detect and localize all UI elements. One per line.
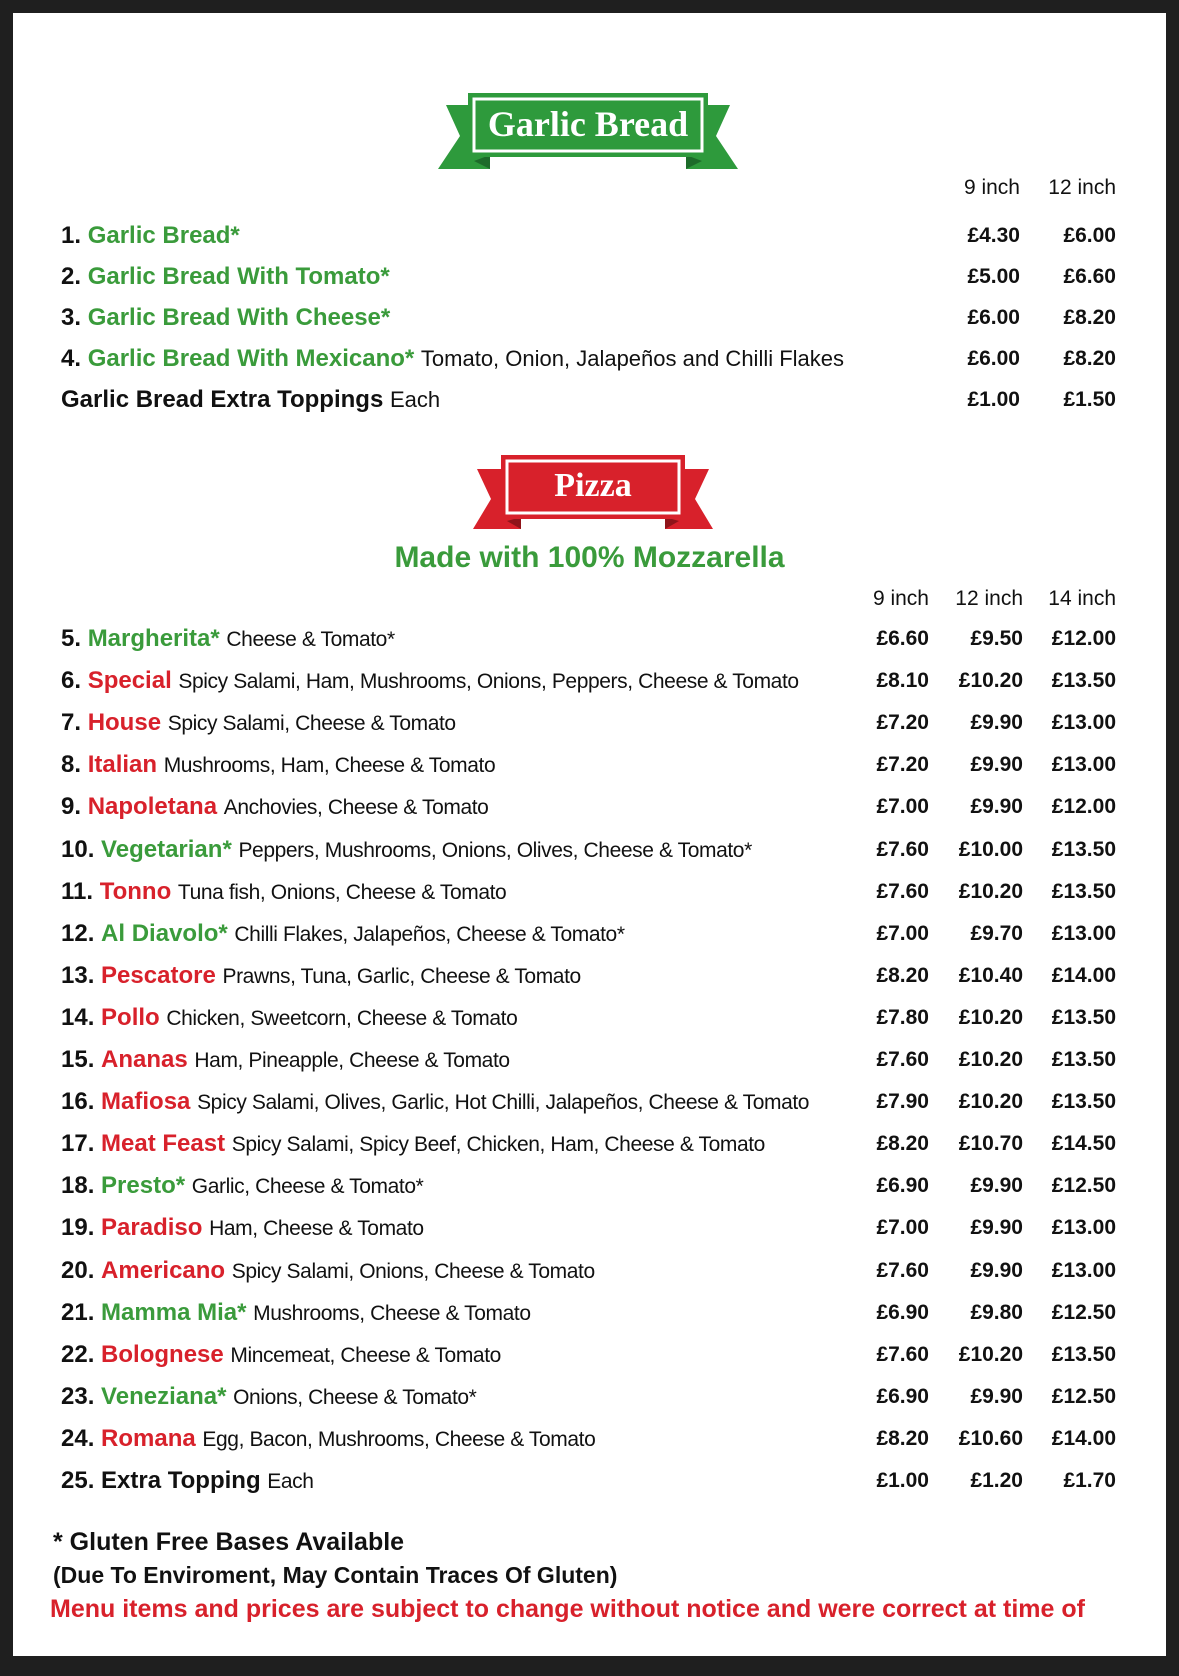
item-price: £6.90 bbox=[876, 1174, 929, 1198]
menu-item-row bbox=[61, 1419, 1166, 1459]
menu-item-label bbox=[61, 1124, 765, 1165]
item-number: 9. bbox=[61, 793, 82, 821]
item-price: £13.00 bbox=[1051, 1216, 1116, 1240]
menu-item-label bbox=[61, 830, 752, 871]
menu-item-row bbox=[61, 956, 1166, 996]
item-price: £7.20 bbox=[876, 711, 929, 735]
item-price: £9.90 bbox=[970, 1216, 1023, 1240]
item-number: 22. bbox=[61, 1340, 95, 1368]
menu-item-label bbox=[61, 216, 240, 256]
item-price: £9.90 bbox=[970, 753, 1023, 777]
item-price: £7.00 bbox=[876, 795, 929, 819]
item-name: Bolognese bbox=[101, 1340, 224, 1368]
menu-item-row bbox=[61, 872, 1166, 912]
item-price: £9.70 bbox=[970, 921, 1023, 945]
size-header: 12 inch bbox=[955, 587, 1023, 610]
item-description: Spicy Salami, Cheese & Tomato bbox=[167, 712, 456, 736]
item-name: Mafiosa bbox=[101, 1088, 191, 1116]
item-price: £6.60 bbox=[876, 627, 929, 650]
item-price: £1.50 bbox=[1063, 388, 1116, 411]
item-price: £1.20 bbox=[970, 1469, 1023, 1492]
item-price: £10.20 bbox=[958, 879, 1023, 903]
item-price: £7.60 bbox=[876, 837, 929, 861]
item-description: Tomato, Onion, Jalapeños and Chilli Flakes bbox=[420, 346, 845, 371]
item-number: 7. bbox=[61, 709, 82, 737]
item-price: £13.50 bbox=[1051, 879, 1116, 903]
item-name: Tonno bbox=[99, 877, 172, 905]
item-name: Garlic Bread With Tomato* bbox=[87, 263, 390, 290]
item-name: Al Diavolo* bbox=[101, 919, 228, 947]
item-number: 5. bbox=[61, 625, 82, 652]
menu-sheet bbox=[13, 13, 1166, 1656]
item-name: Margherita* bbox=[87, 625, 220, 652]
menu-item-label bbox=[61, 619, 395, 660]
item-price: £13.50 bbox=[1051, 837, 1116, 861]
item-price: £1.00 bbox=[876, 1469, 929, 1492]
pizza-subtitle: Made with 100% Mozzarella bbox=[394, 541, 785, 574]
menu-item-label bbox=[61, 872, 506, 913]
item-price: £7.60 bbox=[876, 879, 929, 903]
menu-item-label bbox=[61, 380, 440, 420]
item-description: Cheese & Tomato* bbox=[226, 628, 395, 651]
menu-item-label bbox=[61, 1040, 510, 1081]
item-name: Garlic Bread With Cheese* bbox=[87, 304, 391, 331]
item-price: £13.00 bbox=[1051, 753, 1116, 777]
item-number: 16. bbox=[61, 1088, 95, 1116]
item-price: £6.00 bbox=[967, 306, 1020, 329]
pizza-banner bbox=[473, 445, 713, 541]
item-description: Each bbox=[267, 1470, 314, 1493]
item-price: £7.60 bbox=[876, 1342, 929, 1366]
item-description: Onions, Cheese & Tomato* bbox=[233, 1385, 477, 1409]
menu-item-row bbox=[61, 914, 1166, 954]
item-price: £10.00 bbox=[958, 837, 1023, 861]
item-number: 4. bbox=[61, 345, 82, 372]
menu-item-row bbox=[61, 1040, 1166, 1080]
item-price: £8.20 bbox=[876, 1132, 929, 1156]
item-price: £12.50 bbox=[1051, 1384, 1116, 1408]
item-price: £9.90 bbox=[970, 1258, 1023, 1282]
item-price: £8.20 bbox=[1063, 306, 1116, 329]
menu-item-label bbox=[61, 956, 581, 997]
item-name: Veneziana* bbox=[101, 1382, 227, 1410]
item-price: £12.00 bbox=[1051, 627, 1116, 650]
item-name: Italian bbox=[87, 751, 158, 779]
menu-item-label bbox=[61, 1166, 423, 1207]
item-price: £9.50 bbox=[970, 627, 1023, 650]
menu-item-label bbox=[61, 1335, 501, 1376]
item-description: Each bbox=[389, 387, 441, 412]
item-name: Ananas bbox=[101, 1046, 188, 1073]
item-price: £13.00 bbox=[1051, 921, 1116, 945]
gluten-traces-note: (Due To Enviroment, May Contain Traces Of Gluten) bbox=[53, 1562, 618, 1588]
menu-item-label bbox=[61, 1419, 595, 1460]
item-name: Vegetarian* bbox=[101, 835, 232, 863]
menu-item-row bbox=[61, 661, 1166, 701]
item-number: 6. bbox=[61, 667, 82, 695]
menu-item-label bbox=[61, 787, 488, 828]
item-price: £6.90 bbox=[876, 1300, 929, 1324]
item-price: £9.90 bbox=[970, 795, 1023, 819]
item-price: £10.20 bbox=[958, 1090, 1023, 1114]
item-name: Special bbox=[87, 667, 172, 695]
item-number: 12. bbox=[61, 919, 95, 947]
garlic-bread-banner bbox=[438, 81, 738, 177]
menu-item-label bbox=[61, 1293, 531, 1334]
item-price: £14.50 bbox=[1051, 1132, 1116, 1156]
menu-item-label bbox=[61, 745, 495, 786]
item-description: Spicy Salami, Olives, Garlic, Hot Chilli, Jalapeños, Cheese & Tomato bbox=[197, 1091, 810, 1115]
menu-item-row bbox=[61, 787, 1166, 827]
item-price: £8.20 bbox=[1063, 347, 1116, 370]
item-price: £1.70 bbox=[1063, 1469, 1116, 1492]
item-description: Spicy Salami, Onions, Cheese & Tomato bbox=[231, 1259, 595, 1283]
item-number: 14. bbox=[61, 1003, 95, 1031]
menu-item-row bbox=[61, 998, 1166, 1038]
menu-item-row bbox=[61, 703, 1166, 743]
item-price: £4.30 bbox=[967, 224, 1020, 247]
item-name: Napoletana bbox=[87, 793, 218, 821]
item-name: Mamma Mia* bbox=[101, 1298, 247, 1326]
item-price: £9.90 bbox=[970, 711, 1023, 735]
item-name: Romana bbox=[101, 1424, 196, 1452]
item-name: Pescatore bbox=[101, 961, 216, 989]
menu-item-label bbox=[61, 1251, 595, 1292]
menu-item-row bbox=[61, 1335, 1166, 1375]
item-number: 2. bbox=[61, 263, 82, 290]
item-name: Garlic Bread* bbox=[87, 222, 240, 249]
size-header: 9 inch bbox=[872, 587, 929, 610]
item-description: Mushrooms, Cheese & Tomato bbox=[253, 1301, 531, 1325]
item-price: £5.00 bbox=[967, 265, 1020, 288]
menu-item-row bbox=[61, 1377, 1166, 1417]
menu-item-label bbox=[61, 339, 844, 379]
item-description: Mincemeat, Cheese & Tomato bbox=[230, 1343, 501, 1367]
item-description: Garlic, Cheese & Tomato* bbox=[191, 1175, 424, 1199]
item-price: £12.50 bbox=[1051, 1174, 1116, 1198]
pizza-title: Pizza bbox=[554, 467, 632, 504]
item-description: Anchovies, Cheese & Tomato bbox=[223, 796, 489, 820]
menu-item-label bbox=[61, 1461, 314, 1502]
item-price: £12.00 bbox=[1051, 795, 1116, 819]
item-price: £7.90 bbox=[876, 1090, 929, 1114]
item-price: £13.50 bbox=[1051, 669, 1116, 693]
menu-item-row bbox=[61, 216, 1166, 256]
menu-item-label bbox=[61, 998, 517, 1039]
item-name: Americano bbox=[101, 1256, 226, 1284]
item-description: Prawns, Tuna, Garlic, Cheese & Tomato bbox=[222, 964, 581, 988]
menu-item-row bbox=[61, 830, 1166, 870]
menu-item-row bbox=[61, 1251, 1166, 1291]
item-price: £7.60 bbox=[876, 1258, 929, 1282]
item-number: 1. bbox=[61, 222, 82, 249]
item-price: £9.90 bbox=[970, 1384, 1023, 1408]
item-price: £13.00 bbox=[1051, 711, 1116, 735]
item-price: £14.00 bbox=[1051, 963, 1116, 987]
item-price: £6.90 bbox=[876, 1384, 929, 1408]
gluten-free-note: * Gluten Free Bases Available bbox=[53, 1528, 405, 1556]
menu-item-row bbox=[61, 1293, 1166, 1333]
item-price: £10.20 bbox=[958, 1005, 1023, 1029]
menu-item-row bbox=[61, 1461, 1166, 1501]
item-description: Ham, Pineapple, Cheese & Tomato bbox=[194, 1049, 510, 1072]
item-number: 13. bbox=[61, 961, 95, 989]
menu-item-label bbox=[61, 1082, 809, 1123]
menu-item-row bbox=[61, 745, 1166, 785]
item-description: Chilli Flakes, Jalapeños, Cheese & Tomato* bbox=[234, 922, 625, 946]
item-price: £12.50 bbox=[1051, 1300, 1116, 1324]
item-number: 19. bbox=[61, 1214, 95, 1242]
menu-item-label bbox=[61, 1377, 476, 1418]
item-price: £7.80 bbox=[876, 1005, 929, 1029]
item-name: Garlic Bread With Mexicano* bbox=[87, 345, 415, 372]
item-description: Mushrooms, Ham, Cheese & Tomato bbox=[163, 754, 496, 778]
menu-item-label bbox=[61, 257, 390, 297]
item-price: £9.90 bbox=[970, 1174, 1023, 1198]
item-price: £10.20 bbox=[958, 1048, 1023, 1071]
item-price: £7.60 bbox=[876, 1048, 929, 1071]
item-price: £10.70 bbox=[958, 1132, 1023, 1156]
item-price: £13.50 bbox=[1051, 1090, 1116, 1114]
menu-item-label bbox=[61, 703, 456, 744]
item-number: 24. bbox=[61, 1424, 95, 1452]
item-price: £7.20 bbox=[876, 753, 929, 777]
item-price: £6.00 bbox=[1063, 224, 1116, 247]
item-number: 20. bbox=[61, 1256, 95, 1284]
menu-item-row bbox=[61, 1082, 1166, 1122]
menu-item-label bbox=[61, 661, 799, 702]
item-number: 25. bbox=[61, 1467, 95, 1494]
item-name: Meat Feast bbox=[101, 1130, 226, 1158]
item-description: Peppers, Mushrooms, Onions, Olives, Cheese & Tomato* bbox=[238, 838, 752, 862]
item-price: £13.50 bbox=[1051, 1005, 1116, 1029]
item-price: £14.00 bbox=[1051, 1426, 1116, 1450]
item-price: £8.20 bbox=[876, 1426, 929, 1450]
item-price: £1.00 bbox=[967, 388, 1020, 411]
item-number: 11. bbox=[61, 877, 94, 905]
size-header: 14 inch bbox=[1048, 587, 1116, 610]
menu-item-label bbox=[61, 914, 625, 955]
garlic-bread-title: Garlic Bread bbox=[487, 104, 689, 144]
size-header: 12 inch bbox=[1048, 176, 1116, 199]
item-price: £8.10 bbox=[876, 669, 929, 693]
item-price: £10.20 bbox=[958, 669, 1023, 693]
item-price: £13.00 bbox=[1051, 1258, 1116, 1282]
item-price: £7.00 bbox=[876, 1216, 929, 1240]
item-price: £10.40 bbox=[958, 963, 1023, 987]
menu-item-label bbox=[61, 1208, 424, 1249]
item-description: Spicy Salami, Ham, Mushrooms, Onions, Peppers, Cheese & Tomato bbox=[178, 670, 799, 694]
size-header: 9 inch bbox=[963, 176, 1020, 199]
menu-item-row bbox=[61, 298, 1166, 338]
item-description: Tuna fish, Onions, Cheese & Tomato bbox=[177, 880, 507, 904]
item-price: £13.50 bbox=[1051, 1048, 1116, 1071]
item-description: Spicy Salami, Spicy Beef, Chicken, Ham, Cheese & Tomato bbox=[231, 1133, 765, 1157]
item-description: Egg, Bacon, Mushrooms, Cheese & Tomato bbox=[202, 1427, 596, 1451]
item-number: 21. bbox=[61, 1298, 95, 1326]
menu-item-row bbox=[61, 1124, 1166, 1164]
item-price: £8.20 bbox=[876, 963, 929, 987]
item-number: 3. bbox=[61, 304, 82, 331]
menu-item-row bbox=[61, 257, 1166, 297]
menu-item-row bbox=[61, 339, 1166, 379]
menu-item-row bbox=[61, 1166, 1166, 1206]
menu-item-row bbox=[61, 619, 1166, 659]
item-number: 10. bbox=[61, 835, 95, 863]
item-description: Ham, Cheese & Tomato bbox=[209, 1217, 424, 1241]
item-name: House bbox=[87, 709, 162, 737]
item-price: £10.20 bbox=[958, 1342, 1023, 1366]
menu-item-row bbox=[61, 380, 1166, 420]
item-price: £7.00 bbox=[876, 921, 929, 945]
item-number: 15. bbox=[61, 1046, 95, 1073]
menu-item-label bbox=[61, 298, 390, 338]
item-name: Pollo bbox=[101, 1003, 160, 1031]
item-number: 17. bbox=[61, 1130, 95, 1158]
item-price: £13.50 bbox=[1051, 1342, 1116, 1366]
item-name: Presto* bbox=[101, 1172, 186, 1200]
item-name: Garlic Bread Extra Toppings bbox=[61, 386, 384, 413]
item-price: £9.80 bbox=[970, 1300, 1023, 1324]
item-price: £10.60 bbox=[958, 1426, 1023, 1450]
item-name: Paradiso bbox=[101, 1214, 203, 1242]
item-number: 8. bbox=[61, 751, 82, 779]
menu-item-row bbox=[61, 1208, 1166, 1248]
item-name: Extra Topping bbox=[101, 1467, 261, 1494]
item-price: £6.60 bbox=[1063, 265, 1116, 288]
item-number: 23. bbox=[61, 1382, 95, 1410]
price-disclaimer: Menu items and prices are subject to change without notice and were correct at time of bbox=[50, 1595, 1085, 1623]
item-number: 18. bbox=[61, 1172, 95, 1200]
item-price: £6.00 bbox=[967, 347, 1020, 370]
item-description: Chicken, Sweetcorn, Cheese & Tomato bbox=[166, 1006, 518, 1030]
